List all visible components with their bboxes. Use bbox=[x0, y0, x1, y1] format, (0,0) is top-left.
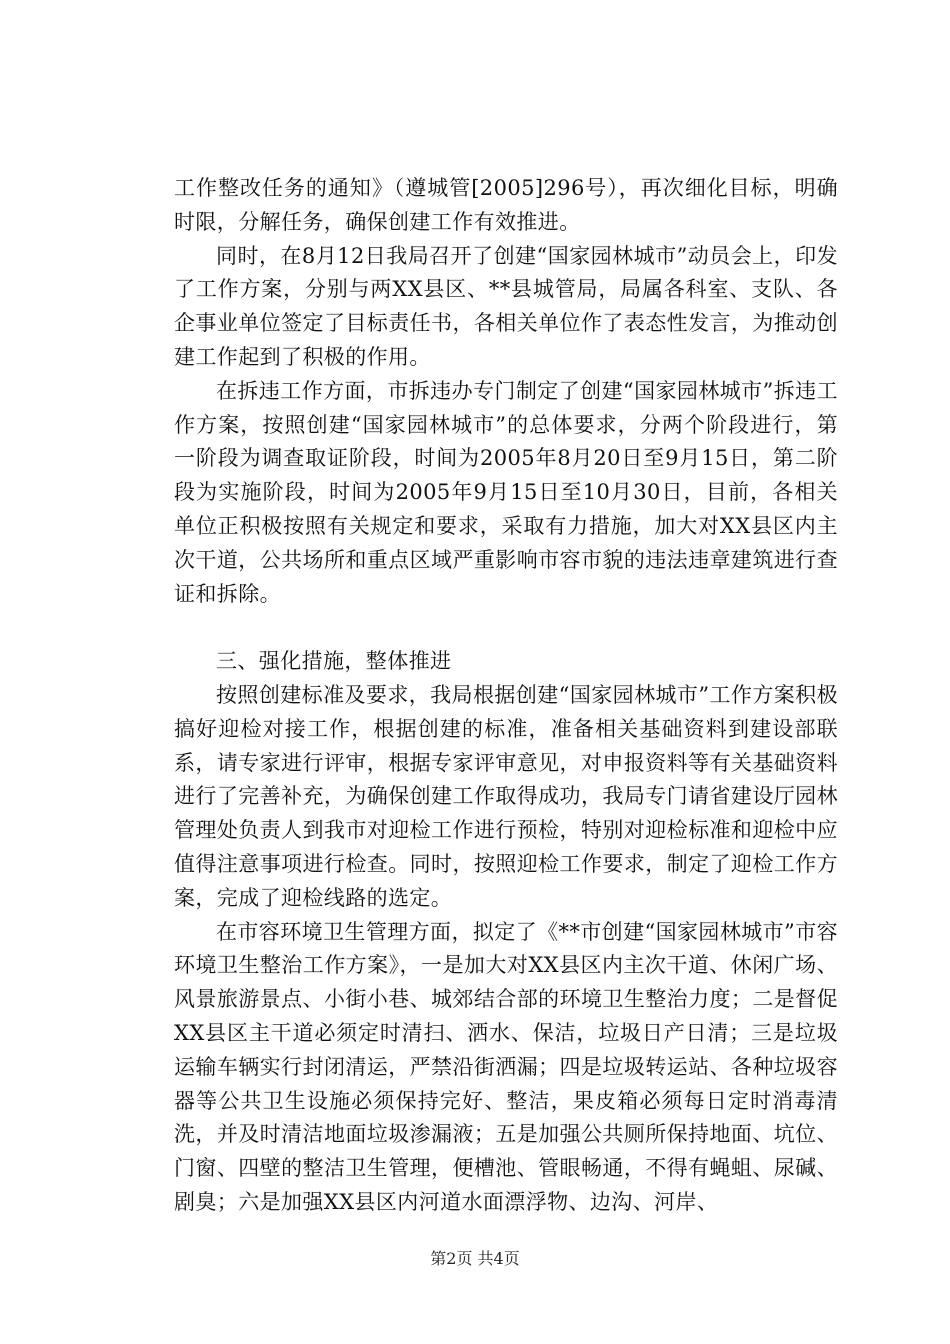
document-body bbox=[174, 172, 838, 1220]
paragraph-sanitation-management: 在市容环境卫生管理方面，拟定了《**市创建“国家园林城市”市容环境卫生整治工作方案》，一是加大对XX县区内主次干道、休闲广场、风景旅游景点、小街小巷、城郊结合部的环境卫生整治力度；二是督促XX县区主干道必须定时清扫、洒水、保洁，垃圾日产日清；三是垃圾运输车辆实行封闭清运，严禁沿街洒漏；四是垃圾转运站、各种垃圾容器等公共卫生设施必须保持完好、整洁，果皮箱必须每日定时消毒清洗，并及时清洁地面垃圾渗漏液；五是加强公共厕所保持地面、坑位、门窗、四壁的整洁卫生管理，便槽池、管眼畅通，不得有蝇蛆、尿碱、剧臭；六是加强XX县区内河道水面漂浮物、边沟、河岸、 bbox=[174, 919, 838, 1214]
paragraph-demolition-work: 在拆违工作方面，市拆违办专门制定了创建“国家园林城市”拆违工作方案，按照创建“国家园林城市”的总体要求，分两个阶段进行，第一阶段为调查取证阶段，时间为2005年8月20日至9月15日，第二阶段为实施阶段，时间为2005年9月15日至10月30日，目前，各相关单位正积极按照有关规定和要求，采取有力措施，加大对XX县区内主次干道，公共场所和重点区域严重影响市容市貌的违法违章建筑进行查证和拆除。 bbox=[174, 378, 838, 606]
page-number-footer: 第2页 共4页 bbox=[430, 1249, 520, 1268]
paragraph-mobilization-meeting: 同时，在8月12日我局召开了创建“国家园林城市”动员会上，印发了工作方案，分别与两XX县区、**县城管局，局属各科室、支队、各企事业单位签定了目标责任书，各相关单位作了表态性发言，为推动创建工作起到了积极的作用。 bbox=[174, 243, 838, 369]
paragraph-inspection-preparation: 按照创建标准及要求，我局根据创建“国家园林城市”工作方案积极搞好迎检对接工作，根据创建的标准，准备相关基础资料到建设部联系，请专家进行评审，根据专家评审意见，对申报资料等有关基础资料进行了完善补充，为确保创建工作取得成功，我局专门请省建设厅园林管理处负责人到我市对迎检工作进行预检，特别对迎检标准和迎检中应值得注意事项进行检查。同时，按照迎检工作要求，制定了迎检工作方案，完成了迎检线路的选定。 bbox=[174, 682, 838, 910]
paragraph-continuation: 工作整改任务的通知》（遵城管[2005]296号），再次细化目标，明确时限，分解任务，确保创建工作有效推进。 bbox=[174, 176, 838, 234]
section-heading-3: 三、强化措施，整体推进 bbox=[216, 649, 452, 674]
